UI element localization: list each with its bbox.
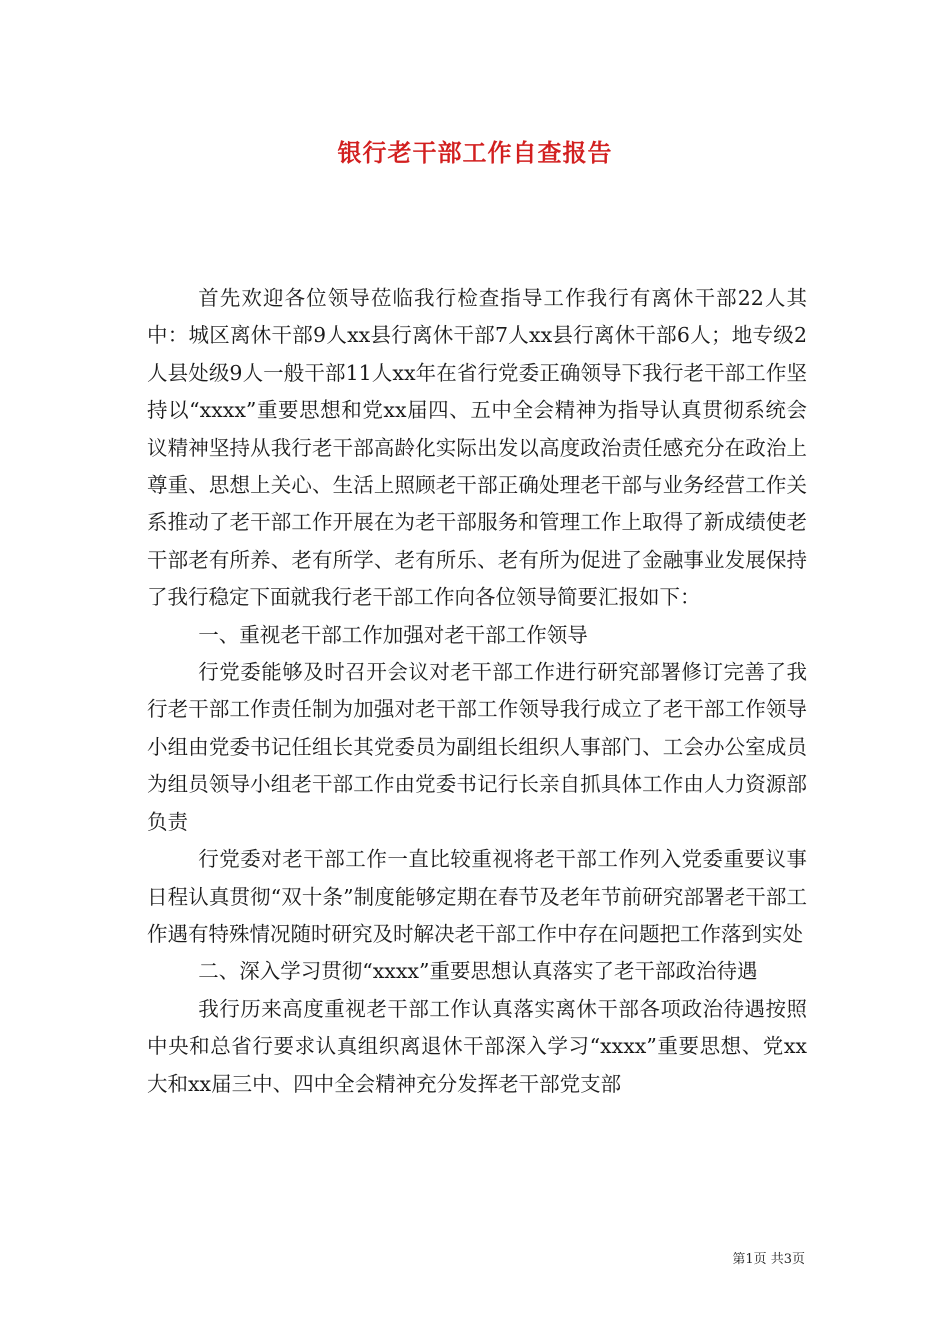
section-heading-2: 二、深入学习贯彻“xxxx”重要思想认真落实了老干部政治待遇	[198, 959, 758, 984]
page-number: 第1页 共3页	[732, 1252, 805, 1267]
document-title: 银行老干部工作自查报告	[337, 138, 613, 167]
section-heading-1: 一、重视老干部工作加强对老干部工作领导	[198, 622, 588, 647]
paragraph-intro: 首先欢迎各位领导莅临我行检查指导工作我行有离休干部22人其中：城区离休干部9人xx县行离休干部7人xx县行离休干部6人；地专级2人县处级9人一般干部11人xx年在省行党委正确领导下我行老干部工作坚持以“xxxx”重要思想和党xx届四、五中全会精神为指导认真贯彻系统会议精神坚持从我行老干部高龄化实际出发以高度政治责任感充分在政治上尊重、思想上关心、生活上照顾老干部正确处理老干部与业务经营工作关系推动了老干部工作开展在为老干部服务和管理工作上取得了新成绩使老干部老有所养、老有所学、老有所乐、老有所为促进了金融事业发展保持了我行稳定下面就我行老干部工作向各位领导简要汇报如下：	[147, 286, 807, 610]
paragraph: 行党委能够及时召开会议对老干部工作进行研究部署修订完善了我行老干部工作责任制为加强对老干部工作领导我行成立了老干部工作领导小组由党委书记任组长其党委员为副组长组织人事部门、工会办公室成员为组员领导小组老干部工作由党委书记行长亲自抓具体工作由人力资源部负责	[147, 660, 807, 834]
paragraph: 行党委对老干部工作一直比较重视将老干部工作列入党委重要议事日程认真贯彻“双十条”制度能够定期在春节及老年节前研究部署老干部工作遇有特殊情况随时研究及时解决老干部工作中存在问题把工作落到实处	[147, 847, 807, 946]
document-body	[147, 280, 807, 1103]
paragraph: 我行历来高度重视老干部工作认真落实离休干部各项政治待遇按照中央和总省行要求认真组织离退休干部深入学习“xxxx”重要思想、党xx大和xx届三中、四中全会精神充分发挥老干部党支部	[147, 996, 807, 1096]
